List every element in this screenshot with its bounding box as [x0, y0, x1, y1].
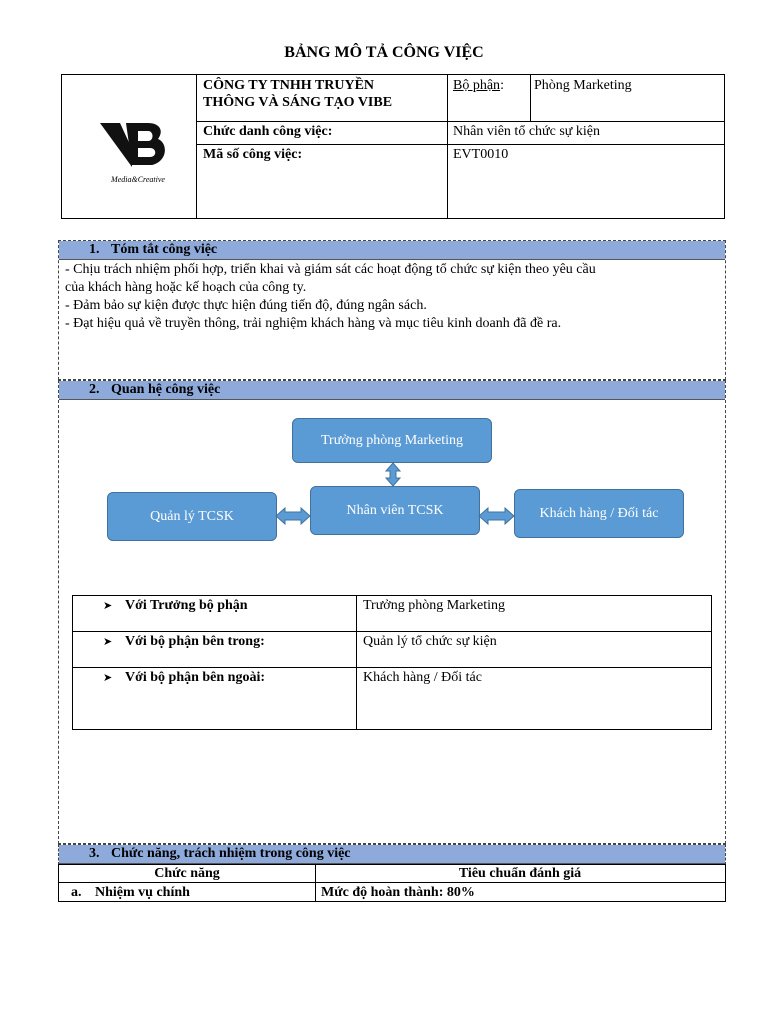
row-function: Nhiệm vụ chính — [95, 885, 190, 900]
logo-tagline: Media&Creative — [111, 175, 165, 184]
diagram-box-event-manager: Quản lý TCSK — [107, 492, 277, 541]
summary-line: của khách hàng hoặc kế hoạch của công ty. — [65, 280, 307, 295]
company-name: CÔNG TY TNHH TRUYỀN THÔNG VÀ SÁNG TẠO VIBE — [203, 78, 393, 110]
relation-label: Với bộ phận bên ngoài: — [125, 670, 266, 685]
summary-line: - Chịu trách nhiệm phối hợp, triển khai và giám sát các hoạt động tổ chức sự kiện theo yêu cầu — [65, 262, 596, 277]
relation-value: Quản lý tổ chức sự kiện — [363, 634, 497, 649]
relation-label: Với Trưởng bộ phận — [125, 598, 248, 613]
summary-line: - Đảm bảo sự kiện được thực hiện đúng tiến độ, đúng ngân sách. — [65, 298, 427, 313]
section-relations-header: 2. Quan hệ công việc — [59, 381, 725, 400]
department-value: Phòng Marketing — [534, 78, 632, 93]
diagram-box-clients: Khách hàng / Đối tác — [514, 489, 684, 538]
diagram-box-head-of-marketing: Trưởng phòng Marketing — [292, 418, 492, 463]
functions-table — [58, 864, 726, 902]
arrow-bullet-icon: ➤ — [103, 636, 113, 648]
section-functions-header: 3. Chức năng, trách nhiệm trong công việc — [59, 845, 725, 864]
double-arrow-icon — [386, 463, 400, 486]
diagram-box-event-staff: Nhân viên TCSK — [310, 486, 480, 535]
row-letter: a. — [71, 885, 82, 900]
job-code-label: Mã số công việc: — [203, 147, 303, 162]
section-summary-header: 1. Tóm tắt công việc — [59, 241, 725, 260]
job-title-label: Chức danh công việc: — [203, 124, 333, 139]
arrow-bullet-icon: ➤ — [103, 672, 113, 684]
section-functions — [58, 844, 726, 865]
job-code-value: EVT0010 — [453, 147, 509, 162]
double-arrow-icon — [276, 508, 310, 524]
column-header-function: Chức năng — [154, 866, 220, 881]
column-header-criteria: Tiêu chuẩn đánh giá — [458, 866, 582, 881]
arrow-bullet-icon: ➤ — [103, 600, 113, 612]
relation-value: Khách hàng / Đối tác — [363, 670, 482, 685]
job-title-value: Nhân viên tổ chức sự kiện — [453, 124, 600, 139]
department-label: Bộ phận: — [453, 78, 504, 93]
relation-value: Trưởng phòng Marketing — [363, 598, 506, 613]
double-arrow-icon — [479, 508, 514, 524]
document-title: BẢNG MÔ TẢ CÔNG VIỆC — [284, 44, 484, 61]
relation-label: Với bộ phận bên trong: — [125, 634, 265, 649]
summary-line: - Đạt hiệu quả về truyền thông, trải nghiệm khách hàng và mục tiêu kinh doanh đã đề ra. — [65, 316, 562, 331]
row-criteria: Mức độ hoàn thành: 80% — [321, 885, 475, 900]
relations-table — [72, 595, 712, 730]
